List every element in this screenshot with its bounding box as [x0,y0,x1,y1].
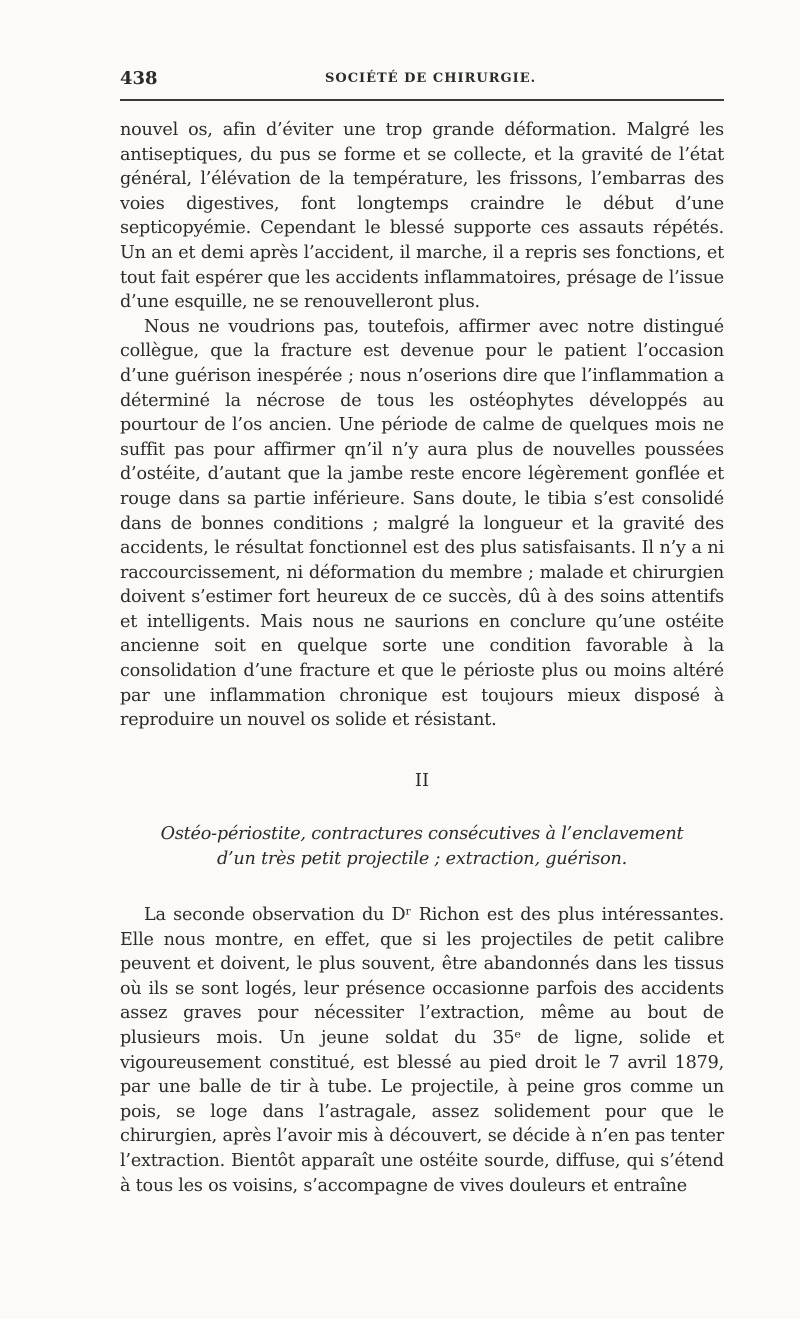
body-text-top [120,118,724,733]
running-head: SOCIÉTÉ DE CHIRURGIE. [325,71,537,86]
page-header [120,68,724,92]
section-title-line-1: Ostéo-périostite, contractures consécutives à l’enclavement [160,824,684,844]
section-title [120,822,724,871]
paragraph-continuation: nouvel os, afin d’éviter une trop grande déformation. Malgré les antiseptiques, du pus se forme et se collecte, et la gravité de l’état général, l’élévation de la température, les frissons, l’embarras des voies digestives, font longtemps craindre le début d’une septicopyémie. Cependant le blessé supporte ces assauts répétés. Un an et demi après l’accident, il marche, il a repris ses fonctions, et tout fait espérer que les accidents inflammatoires, présage de l’issue d’une esquille, ne se renouvelleront plus. [120,120,724,313]
page-number: 438 [120,68,158,89]
header-rule [120,99,724,101]
body-text-bottom [120,903,724,1198]
paragraph-discussion: Nous ne voudrions pas, toutefois, affirmer avec notre distingué collègue, que la fracture est devenue pour le patient l’occasion d’une guérison inespérée ; nous n’oserions dire que l’inflammation a déterminé la nécrose de tous les ostéophytes développés au pourtour de l’os ancien. Une période de calme de quelques mois ne suffit pas pour affirmer qn’il n’y aura plus de nouvelles poussées d’ostéite, d’autant que la jambe reste encore légèrement gonflée et rouge dans sa partie inférieure. Sans doute, le tibia s’est consolidé dans de bonnes conditions ; malgré la longueur et la gravité des accidents, le résultat fonctionnel est des plus satisfaisants. Il n’y a ni raccourcissement, ni déformation du membre ; malade et chirurgien doivent s’estimer fort heureux de ce succès, dû à des soins attentifs et intelligents. Mais nous ne saurions en conclure qu’une ostéite ancienne soit en quelque sorte une condition favorable à la consolidation d’une fracture et que le périoste plus ou moins altéré par une inflammation chronique est toujours mieux disposé à reproduire un nouvel os solide et résistant. [120,316,724,731]
section-title-line-2: d’un très petit projectile ; extraction, guérison. [216,848,628,869]
section-number: II [414,770,430,791]
paragraph-second-observation: La seconde observation du Dʳ Richon est des plus intéressantes. Elle nous montre, en effet, que si les projectiles de petit calibre peuvent et doivent, le plus souvent, être abandonnés dans les tissus où ils se sont logés, leur présence occasionne parfois des accidents assez graves pour nécessiter l’extraction, même au bout de plusieurs mois. Un jeune soldat du 35ᵉ de ligne, solide et vigoureusement constitué, est blessé au pied droit le 7 avril 1879, par une balle de tir à tube. Le projectile, à peine gros comme un pois, se loge dans l’astragale, assez solidement pour que le chirurgien, après l’avoir mis à découvert, se décide à n’en pas tenter l’extraction. Bientôt apparaît une ostéite sourde, diffuse, qui s’étend à tous les os voisins, s’accompagne de vives douleurs et entraîne [120,905,724,1196]
